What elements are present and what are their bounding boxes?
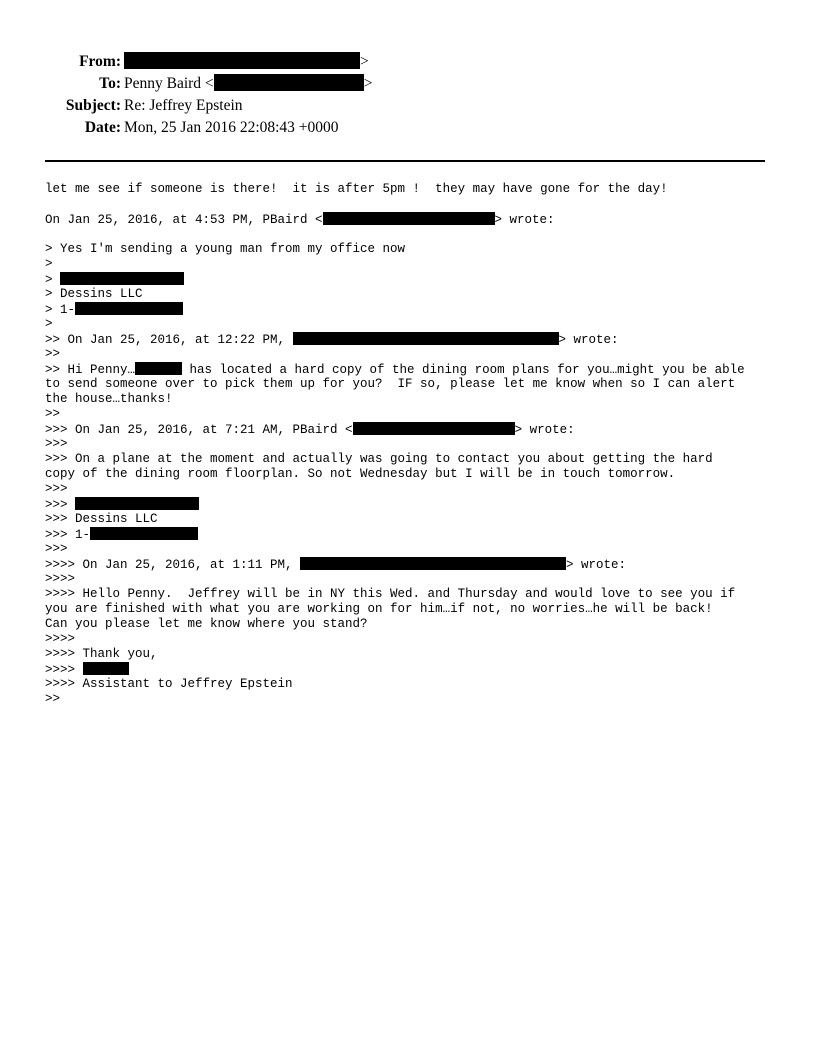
quote-prefix: >>> <box>45 498 76 512</box>
body-line: >>> <box>45 542 68 556</box>
body-line: >>> <box>45 482 68 496</box>
body-line <box>45 332 785 347</box>
body-line <box>45 272 785 287</box>
redaction-block <box>323 212 495 225</box>
body-line <box>45 362 785 377</box>
date-row <box>0 117 816 139</box>
to-name: Penny Baird < <box>124 75 214 92</box>
quote-header-text: On Jan 25, 2016, at 4:53 PM, PBaird < <box>45 213 323 227</box>
redaction-block <box>90 527 198 540</box>
body-line <box>45 497 785 512</box>
body-line: >> <box>45 407 61 421</box>
quote-header-suffix: > wrote: <box>558 333 619 347</box>
subject-value: Re: Jeffrey Epstein <box>124 97 243 114</box>
date-value: Mon, 25 Jan 2016 22:08:43 +0000 <box>124 119 339 136</box>
body-line: the house…thanks! <box>45 392 173 406</box>
quote-header-text: >>> On Jan 25, 2016, at 7:21 AM, PBaird < <box>45 423 353 437</box>
to-row <box>0 73 816 95</box>
redaction-block <box>60 272 184 285</box>
quote-header-suffix: > wrote: <box>514 423 575 437</box>
redaction-block <box>124 52 360 69</box>
quote-prefix: > <box>45 273 61 287</box>
redaction-block <box>353 422 515 435</box>
body-line: let me see if someone is there! it is after 5pm ! they may have gone for the day! <box>45 182 668 196</box>
body-line <box>45 422 785 437</box>
quote-header-suffix: > wrote: <box>566 558 627 572</box>
body-line <box>45 557 785 572</box>
body-text: has located a hard copy of the dining room plans for you…might you be able <box>182 363 745 377</box>
body-line: to send someone over to pick them up for you? IF so, please let me know when so I can alert <box>45 377 736 391</box>
quote-header-text: >>>> On Jan 25, 2016, at 1:11 PM, <box>45 558 301 572</box>
body-line: > Yes I'm sending a young man from my office now <box>45 242 406 256</box>
redaction-block <box>214 74 364 91</box>
body-line: >>>> Hello Penny. Jeffrey will be in NY this Wed. and Thursday and would love to see you if <box>45 587 736 601</box>
to-label: To: <box>99 75 121 92</box>
body-text: >> Hi Penny… <box>45 363 136 377</box>
body-line: copy of the dining room floorplan. So not Wednesday but I will be in touch tomorrow. <box>45 467 676 481</box>
body-line <box>45 227 785 242</box>
redaction-block <box>293 332 559 345</box>
from-suffix: > <box>360 53 369 70</box>
phone-prefix: > 1- <box>45 303 76 317</box>
quote-header-text: >> On Jan 25, 2016, at 12:22 PM, <box>45 333 293 347</box>
quote-prefix: >>>> <box>45 663 83 677</box>
redaction-block <box>75 497 199 510</box>
body-line: >>>> <box>45 632 76 646</box>
quote-header-suffix: > wrote: <box>494 213 555 227</box>
body-line: >>>> <box>45 572 76 586</box>
redaction-block <box>83 662 129 675</box>
redaction-block <box>135 362 182 375</box>
from-value <box>124 51 369 73</box>
body-line <box>45 197 785 212</box>
body-line <box>45 662 785 677</box>
body-line: Can you please let me know where you stand? <box>45 617 368 631</box>
from-label: From: <box>79 53 121 70</box>
subject-label: Subject: <box>65 97 121 114</box>
body-line: >> <box>45 347 61 361</box>
redaction-block <box>300 557 566 570</box>
body-line <box>45 302 785 317</box>
to-value <box>124 73 372 95</box>
body-line: > Dessins LLC <box>45 287 143 301</box>
body-line: > <box>45 257 53 271</box>
body-line: >>>> Thank you, <box>45 647 158 661</box>
body-line: >>> <box>45 437 68 451</box>
to-suffix: > <box>363 75 373 92</box>
email-body <box>45 182 785 707</box>
from-row <box>0 51 816 73</box>
phone-prefix: >>> 1- <box>45 528 91 542</box>
body-line <box>45 212 785 227</box>
redaction-block <box>75 302 183 315</box>
date-label: Date: <box>84 119 121 136</box>
body-line <box>45 527 785 542</box>
subject-row <box>0 95 816 117</box>
body-line: >>> Dessins LLC <box>45 512 158 526</box>
header-divider <box>45 160 765 162</box>
body-line: > <box>45 317 53 331</box>
body-line: you are finished with what you are working on for him…if not, no worries…he will be back! <box>45 602 713 616</box>
body-line: >>>> Assistant to Jeffrey Epstein <box>45 677 293 691</box>
body-line: >>> On a plane at the moment and actually was going to contact you about getting the hard <box>45 452 713 466</box>
body-line: >> <box>45 692 61 706</box>
